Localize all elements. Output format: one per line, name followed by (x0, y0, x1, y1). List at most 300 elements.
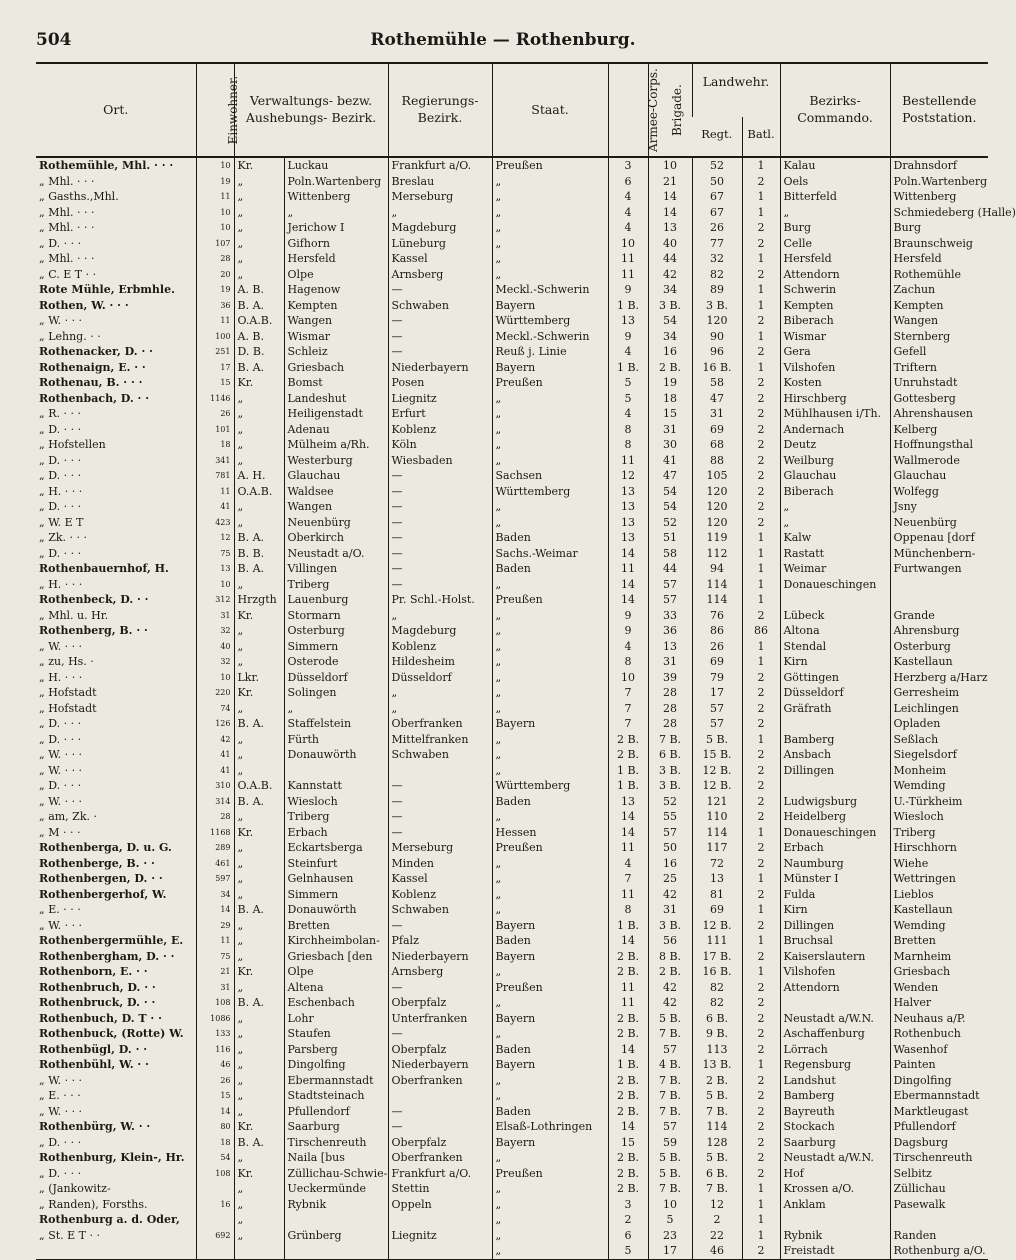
cell-einwohner: 32 (196, 654, 234, 670)
cell-ort: „ E. · · · (39, 903, 81, 916)
cell-poststation: Pasewalk (890, 1197, 988, 1213)
cell-armeecorps: 4 (608, 189, 648, 205)
cell-brigade: 16 (648, 856, 692, 872)
cell-poststation: Opladen (890, 716, 988, 732)
cell-einwohner: 12 (196, 530, 234, 546)
cell-armeecorps: 2 B. (608, 732, 648, 748)
cell-armeecorps: 10 (608, 236, 648, 252)
cell-bezirkscommando: Düsseldorf (780, 685, 890, 701)
cell-armeecorps: 2 B. (608, 1104, 648, 1120)
cell-armeecorps: 6 (608, 1228, 648, 1244)
cell-ort: Rothen, W. · · · (39, 298, 129, 312)
cell-brigade: 3 B. (648, 918, 692, 934)
cell-staat: Baden (492, 561, 608, 577)
table-row (36, 685, 988, 701)
cell-brigade: 3 B. (648, 778, 692, 794)
cell-armeecorps: 5 (608, 375, 648, 391)
cell-bezirkscommando: Rybnik (780, 1228, 890, 1244)
cell-bezirk: Staffelstein (284, 716, 388, 732)
cell-bezirk: Mülheim a/Rh. (284, 437, 388, 453)
cell-regierungsbezirk (388, 1212, 492, 1228)
cell-bezirk: Stadtsteinach (284, 1088, 388, 1104)
cell-brigade: 44 (648, 561, 692, 577)
cell-bezirkscommando: Kalw (780, 530, 890, 546)
cell-bezirk: Adenau (284, 422, 388, 438)
cell-ort: „ W. · · · (39, 639, 83, 653)
cell-regierungsbezirk: Hildesheim (388, 654, 492, 670)
cell-bezirk: Waldsee (284, 484, 388, 500)
cell-brigade: 10 (648, 1197, 692, 1213)
cell-bezirkscommando: Regensburg (780, 1057, 890, 1073)
cell-bataillon: 1 (742, 732, 780, 748)
table-row (36, 1181, 988, 1197)
cell-brigade: 57 (648, 1119, 692, 1135)
table-row (36, 623, 988, 639)
cell-armeecorps: 11 (608, 251, 648, 267)
cell-bataillon: 2 (742, 980, 780, 996)
cell-armeecorps: 14 (608, 546, 648, 562)
cell-armeecorps: 11 (608, 453, 648, 469)
cell-verwaltung: Kr. (234, 1119, 284, 1135)
cell-staat: „ (492, 437, 608, 453)
cell-brigade: 25 (648, 871, 692, 887)
cell-armeecorps: 15 (608, 1135, 648, 1151)
table-row (36, 701, 988, 717)
cell-regierungsbezirk: Merseburg (388, 189, 492, 205)
cell-armeecorps: 12 (608, 468, 648, 484)
cell-poststation: Braunschweig (890, 236, 988, 252)
table-row (36, 236, 988, 252)
cell-staat: „ (492, 685, 608, 701)
cell-bataillon: 2 (742, 499, 780, 515)
cell-ort: Rothenborn, E. · · (39, 965, 148, 978)
cell-bezirk: Solingen (284, 685, 388, 701)
cell-staat: „ (492, 809, 608, 825)
cell-bezirk: Simmern (284, 639, 388, 655)
cell-regiment: 32 (692, 251, 742, 267)
cell-ort: „ D. · · · (39, 717, 82, 730)
cell-staat: „ (492, 391, 608, 407)
table-row (36, 933, 988, 949)
cell-regiment: 114 (692, 592, 742, 608)
cell-ort: Rothenbergham, D. · · (39, 949, 175, 963)
cell-armeecorps: 9 (608, 282, 648, 298)
cell-einwohner: 13 (196, 561, 234, 577)
cell-poststation: Gefell (890, 344, 988, 360)
cell-regiment: 6 B. (692, 1166, 742, 1182)
cell-staat: Elsaß-Lothringen (492, 1119, 608, 1135)
cell-regierungsbezirk: — (388, 825, 492, 841)
cell-einwohner: 310 (196, 778, 234, 794)
cell-poststation: Ahrenshausen (890, 406, 988, 422)
cell-poststation: Wemding (890, 778, 988, 794)
cell-bataillon: 2 (742, 1119, 780, 1135)
cell-regierungsbezirk: Oppeln (388, 1197, 492, 1213)
cell-staat: Reuß j. Linie (492, 344, 608, 360)
cell-brigade: 42 (648, 980, 692, 996)
cell-verwaltung: Kr. (234, 375, 284, 391)
cell-brigade: 54 (648, 499, 692, 515)
cell-regiment: 31 (692, 406, 742, 422)
cell-verwaltung: O.A.B. (234, 313, 284, 329)
cell-regierungsbezirk: Niederbayern (388, 949, 492, 965)
cell-regierungsbezirk: Minden (388, 856, 492, 872)
cell-brigade: 52 (648, 515, 692, 531)
cell-regierungsbezirk: — (388, 313, 492, 329)
cell-bataillon: 2 (742, 1042, 780, 1058)
table-row (36, 391, 988, 407)
cell-staat: Baden (492, 933, 608, 949)
table-row (36, 825, 988, 841)
cell-bezirkscommando: Saarburg (780, 1135, 890, 1151)
cell-einwohner: 41 (196, 763, 234, 779)
cell-poststation: Schmiedeberg (Halle) (890, 205, 988, 221)
cell-verwaltung: „ (234, 747, 284, 763)
cell-armeecorps: 6 (608, 174, 648, 190)
cell-einwohner: 108 (196, 995, 234, 1011)
cell-bezirkscommando: Göttingen (780, 670, 890, 686)
cell-bataillon: 2 (742, 608, 780, 624)
cell-bataillon: 1 (742, 639, 780, 655)
cell-ort: Rote Mühle, Erbmhle. (39, 283, 175, 296)
cell-einwohner: 461 (196, 856, 234, 872)
cell-bezirkscommando: Aschaffenburg (780, 1026, 890, 1042)
cell-regiment: 5 B. (692, 1088, 742, 1104)
cell-regierungsbezirk: Köln (388, 437, 492, 453)
cell-ort: Rothenau, B. · · · (39, 376, 143, 389)
cell-regiment: 120 (692, 484, 742, 500)
cell-brigade: 7 B. (648, 732, 692, 748)
cell-bataillon: 1 (742, 189, 780, 205)
cell-regiment: 46 (692, 1243, 742, 1259)
cell-armeecorps: 13 (608, 530, 648, 546)
cell-armeecorps: 1 B. (608, 918, 648, 934)
cell-bataillon: 2 (742, 995, 780, 1011)
cell-poststation: Drahnsdorf (890, 157, 988, 174)
cell-staat: „ (492, 422, 608, 438)
cell-brigade: 58 (648, 546, 692, 562)
cell-brigade: 7 B. (648, 1026, 692, 1042)
cell-bezirk: Rybnik (284, 1197, 388, 1213)
cell-bezirk: Erbach (284, 825, 388, 841)
cell-bezirkscommando: Neustadt a/W.N. (780, 1150, 890, 1166)
cell-einwohner: 10 (196, 670, 234, 686)
cell-bataillon: 2 (742, 1026, 780, 1042)
cell-poststation: Gottesberg (890, 391, 988, 407)
cell-verwaltung: „ (234, 887, 284, 903)
cell-staat: „ (492, 639, 608, 655)
cell-regierungsbezirk: Pr. Schl.-Holst. (388, 592, 492, 608)
table-row (36, 1166, 988, 1182)
cell-ort: Rothenbergen, D. · · (39, 872, 163, 885)
cell-armeecorps: 2 B. (608, 1026, 648, 1042)
cell-regierungsbezirk: — (388, 778, 492, 794)
cell-brigade: 50 (648, 840, 692, 856)
cell-bezirk: Griesbach [den (284, 949, 388, 965)
cell-bezirkscommando: Weimar (780, 561, 890, 577)
cell-armeecorps: 9 (608, 608, 648, 624)
cell-poststation: Osterburg (890, 639, 988, 655)
cell-einwohner: 31 (196, 608, 234, 624)
table-row (36, 298, 988, 314)
cell-poststation: Oppenau [dorf (890, 530, 988, 546)
cell-ort: Rothenbach, D. · · (39, 391, 150, 405)
cell-staat: „ (492, 205, 608, 221)
cell-regierungsbezirk: „ (388, 205, 492, 221)
cell-verwaltung: „ (234, 406, 284, 422)
cell-bezirk (284, 1212, 388, 1228)
cell-einwohner: 10 (196, 157, 234, 174)
cell-regierungsbezirk: — (388, 1119, 492, 1135)
cell-verwaltung: B. A. (234, 716, 284, 732)
cell-verwaltung: „ (234, 391, 284, 407)
cell-regierungsbezirk: — (388, 484, 492, 500)
cell-staat: „ (492, 732, 608, 748)
cell-brigade: 7 B. (648, 1088, 692, 1104)
cell-armeecorps: 2 B. (608, 1088, 648, 1104)
cell-verwaltung: „ (234, 1104, 284, 1120)
cell-poststation: Wittenberg (890, 189, 988, 205)
cell-regierungsbezirk: Düsseldorf (388, 670, 492, 686)
cell-staat: Württemberg (492, 778, 608, 794)
cell-staat: Bayern (492, 918, 608, 934)
header-brigade: Brigade. (648, 63, 692, 157)
cell-bataillon: 1 (742, 592, 780, 608)
cell-verwaltung (234, 1243, 284, 1259)
cell-verwaltung: „ (234, 437, 284, 453)
cell-verwaltung: „ (234, 933, 284, 949)
cell-regierungsbezirk: Oberfranken (388, 1150, 492, 1166)
cell-regiment: 120 (692, 515, 742, 531)
cell-armeecorps: 5 (608, 391, 648, 407)
cell-armeecorps: 2 B. (608, 949, 648, 965)
cell-bataillon: 2 (742, 1135, 780, 1151)
cell-bataillon: 2 (742, 453, 780, 469)
cell-regiment: 52 (692, 157, 742, 174)
cell-einwohner: 54 (196, 1150, 234, 1166)
cell-ort: „ Mhl. · · · (39, 205, 95, 219)
cell-regiment: 16 B. (692, 964, 742, 980)
cell-staat: „ (492, 251, 608, 267)
cell-staat: „ (492, 1181, 608, 1197)
cell-regierungsbezirk: Koblenz (388, 887, 492, 903)
cell-einwohner: 34 (196, 887, 234, 903)
cell-staat: „ (492, 220, 608, 236)
cell-poststation: Ebermannstadt (890, 1088, 988, 1104)
cell-poststation: Seßlach (890, 732, 988, 748)
cell-bezirk: Tirschenreuth (284, 1135, 388, 1151)
cell-staat: „ (492, 763, 608, 779)
cell-bataillon: 2 (742, 685, 780, 701)
cell-poststation (890, 592, 988, 608)
cell-armeecorps: 7 (608, 716, 648, 732)
table-row (36, 1073, 988, 1089)
cell-ort: Rothenbeck, D. · · (39, 593, 149, 606)
cell-brigade: 2 B. (648, 964, 692, 980)
cell-poststation: Rothenburg a/O. (890, 1243, 988, 1259)
cell-staat: Baden (492, 1104, 608, 1120)
cell-bezirk: Griesbach (284, 360, 388, 376)
cell-verwaltung: A. B. (234, 329, 284, 345)
cell-bataillon: 1 (742, 157, 780, 174)
cell-regiment: 3 B. (692, 298, 742, 314)
cell-regierungsbezirk: Wiesbaden (388, 453, 492, 469)
cell-bataillon: 2 (742, 670, 780, 686)
cell-brigade: 28 (648, 716, 692, 732)
cell-regierungsbezirk: Oberfranken (388, 1073, 492, 1089)
cell-einwohner: 18 (196, 437, 234, 453)
cell-bezirk: Poln.Wartenberg (284, 174, 388, 190)
cell-staat: „ (492, 453, 608, 469)
cell-bezirk: Olpe (284, 964, 388, 980)
cell-verwaltung: „ (234, 515, 284, 531)
cell-einwohner: 14 (196, 1104, 234, 1120)
cell-brigade: 57 (648, 825, 692, 841)
cell-poststation: Hoffnungsthal (890, 437, 988, 453)
cell-regiment: 12 B. (692, 763, 742, 779)
cell-bataillon: 1 (742, 1228, 780, 1244)
cell-bezirkscommando: Andernach (780, 422, 890, 438)
cell-regierungsbezirk: Magdeburg (388, 220, 492, 236)
cell-ort: Rothenacker, D. · · (39, 345, 153, 358)
table-row (36, 1135, 988, 1151)
cell-verwaltung: „ (234, 1073, 284, 1089)
table-row (36, 1228, 988, 1244)
cell-staat: „ (492, 747, 608, 763)
cell-bezirkscommando: Kosten (780, 375, 890, 391)
table-row (36, 174, 988, 190)
table-row (36, 732, 988, 748)
table-row (36, 1011, 988, 1027)
table-row (36, 344, 988, 360)
cell-bataillon: 2 (742, 763, 780, 779)
cell-bezirk: Triberg (284, 577, 388, 593)
cell-regierungsbezirk: Liegnitz (388, 391, 492, 407)
cell-armeecorps: 2 B. (608, 747, 648, 763)
cell-staat: Bayern (492, 1057, 608, 1073)
cell-bezirkscommando: Lörrach (780, 1042, 890, 1058)
cell-einwohner: 1168 (196, 825, 234, 841)
cell-einwohner: 692 (196, 1228, 234, 1244)
cell-poststation: Münchenbern- (890, 546, 988, 562)
cell-einwohner: 46 (196, 1057, 234, 1073)
cell-staat: „ (492, 623, 608, 639)
table-row (36, 763, 988, 779)
cell-bezirkscommando (780, 716, 890, 732)
cell-bezirk: Wismar (284, 329, 388, 345)
cell-bataillon: 1 (742, 561, 780, 577)
cell-armeecorps: 13 (608, 484, 648, 500)
cell-regiment: 69 (692, 902, 742, 918)
cell-einwohner: 16 (196, 1197, 234, 1213)
cell-bezirkscommando: Anklam (780, 1197, 890, 1213)
cell-staat: Baden (492, 1042, 608, 1058)
cell-bezirk: Ueckermünde (284, 1181, 388, 1197)
cell-verwaltung: „ (234, 1057, 284, 1073)
cell-verwaltung: „ (234, 918, 284, 934)
cell-bataillon: 1 (742, 933, 780, 949)
cell-bezirk: Luckau (284, 157, 388, 174)
cell-regierungsbezirk: Magdeburg (388, 623, 492, 639)
cell-regierungsbezirk: Erfurt (388, 406, 492, 422)
cell-bezirkscommando: Neustadt a/W.N. (780, 1011, 890, 1027)
cell-einwohner: 108 (196, 1166, 234, 1182)
cell-brigade: 7 B. (648, 1104, 692, 1120)
cell-bezirkscommando: Glauchau (780, 468, 890, 484)
cell-verwaltung: B. A. (234, 561, 284, 577)
cell-staat: „ (492, 887, 608, 903)
cell-einwohner: 314 (196, 794, 234, 810)
cell-ort: „ Lehng. · · (39, 329, 101, 343)
cell-bataillon: 2 (742, 313, 780, 329)
cell-brigade: 39 (648, 670, 692, 686)
cell-bezirkscommando: Wismar (780, 329, 890, 345)
table-row (36, 964, 988, 980)
cell-ort: „ H. · · · (39, 670, 83, 684)
cell-regierungsbezirk: Liegnitz (388, 1228, 492, 1244)
cell-bezirkscommando: Schwerin (780, 282, 890, 298)
cell-poststation: Wolfegg (890, 484, 988, 500)
cell-bataillon: 2 (742, 375, 780, 391)
cell-bataillon: 2 (742, 1088, 780, 1104)
cell-bezirk: Altena (284, 980, 388, 996)
cell-bataillon: 1 (742, 577, 780, 593)
cell-armeecorps: 2 (608, 1212, 648, 1228)
cell-bataillon: 2 (742, 1104, 780, 1120)
cell-regiment: 13 (692, 871, 742, 887)
cell-regierungsbezirk: — (388, 515, 492, 531)
cell-bataillon: 2 (742, 840, 780, 856)
cell-staat: „ (492, 499, 608, 515)
cell-verwaltung: „ (234, 236, 284, 252)
cell-brigade: 18 (648, 391, 692, 407)
cell-bezirk: Hersfeld (284, 251, 388, 267)
cell-verwaltung: „ (234, 267, 284, 283)
cell-bezirk: Westerburg (284, 453, 388, 469)
cell-regiment: 79 (692, 670, 742, 686)
cell-verwaltung: „ (234, 189, 284, 205)
cell-bataillon: 1 (742, 964, 780, 980)
cell-regierungsbezirk: Oberpfalz (388, 1135, 492, 1151)
cell-brigade: 33 (648, 608, 692, 624)
cell-verwaltung: Kr. (234, 964, 284, 980)
cell-regiment: 5 B. (692, 732, 742, 748)
gazetteer-table-wrap (36, 62, 1016, 1260)
table-row (36, 157, 988, 174)
cell-bezirk: Parsberg (284, 1042, 388, 1058)
cell-regiment: 12 B. (692, 918, 742, 934)
cell-bezirk: Bretten (284, 918, 388, 934)
cell-regiment: 2 B. (692, 1073, 742, 1089)
cell-armeecorps: 8 (608, 437, 648, 453)
cell-armeecorps: 2 B. (608, 1181, 648, 1197)
cell-ort: „ M · · · (39, 825, 81, 839)
cell-staat: „ (492, 1088, 608, 1104)
cell-regiment: 117 (692, 840, 742, 856)
cell-regiment: 68 (692, 437, 742, 453)
header-einwohner: Einwohner. (196, 63, 234, 157)
cell-bezirkscommando: Stendal (780, 639, 890, 655)
cell-poststation: Randen (890, 1228, 988, 1244)
cell-poststation: Wasenhof (890, 1042, 988, 1058)
cell-armeecorps: 11 (608, 980, 648, 996)
cell-bezirkscommando: Hersfeld (780, 251, 890, 267)
header-batl: Batl. (742, 117, 780, 157)
cell-poststation: Lieblos (890, 887, 988, 903)
cell-regierungsbezirk: — (388, 561, 492, 577)
cell-bataillon: 2 (742, 515, 780, 531)
cell-brigade: 2 B. (648, 360, 692, 376)
